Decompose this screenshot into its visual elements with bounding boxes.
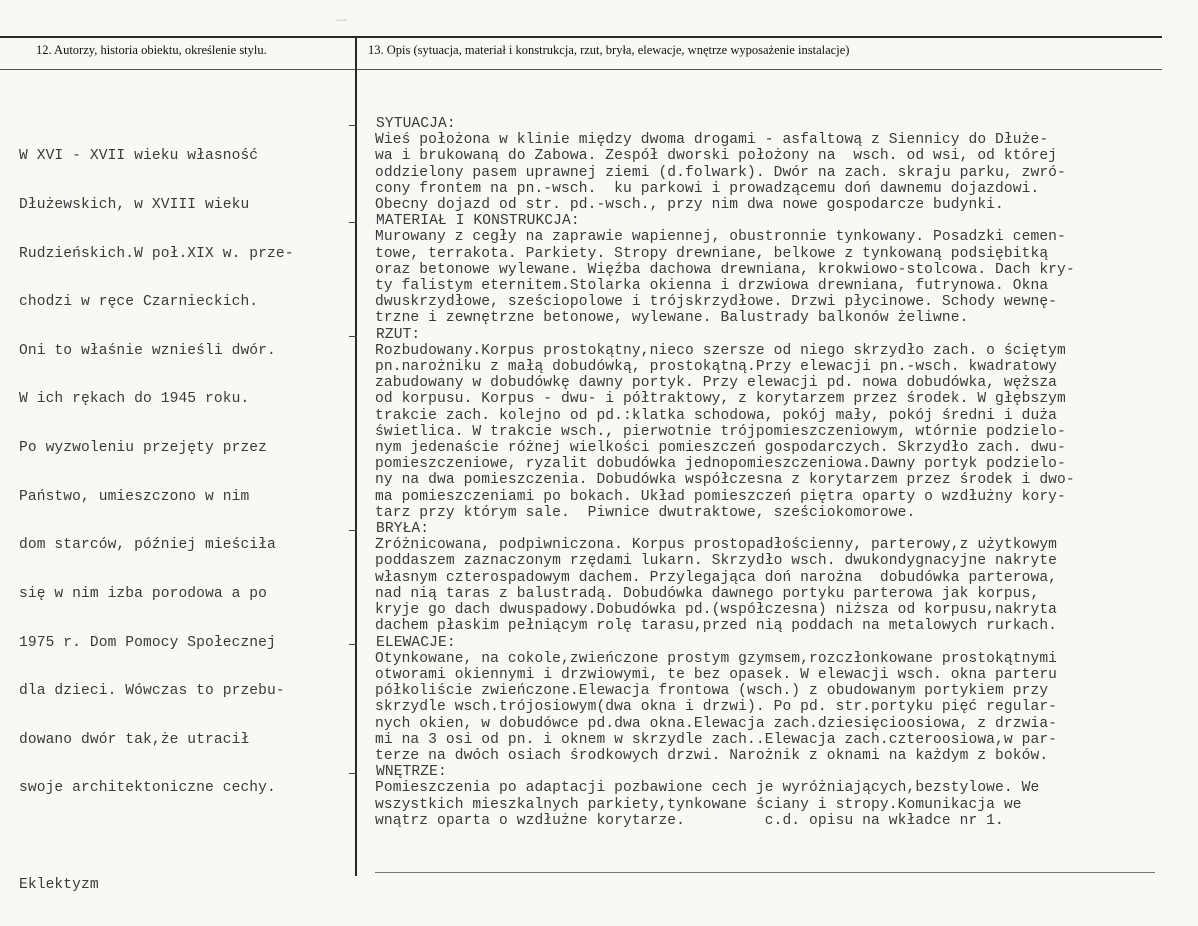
- history-line: swoje architektoniczne cechy.: [19, 780, 276, 797]
- section-line: pomieszczeniowe, ryzalit dobudówka jednopomieszczeniowa.Dawny portyk podzielo-: [375, 456, 1066, 473]
- history-line: Po wyzwoleniu przejęty przez: [19, 440, 268, 457]
- section-line: oraz betonowe wylewane. Więźba dachowa drewniana, krokwiowo-stolcowa. Dach kry-: [375, 261, 1075, 278]
- section-heading: MATERIAŁ I KONSTRUKCJA:: [376, 213, 580, 230]
- history-line: Oni to właśnie wznieśli dwór.: [19, 342, 276, 359]
- section-line: Murowany z cegły na zaprawie wapiennej, obustronnie tynkowany. Posadzki cemen-: [375, 229, 1066, 246]
- style-label: Eklektyzm: [19, 877, 99, 894]
- section-block: [375, 635, 1075, 765]
- section-line: ty falistym eternitem.Stolarka okienna i drzwiowa drewniana, futrynowa. Okna: [375, 278, 1049, 295]
- history-line: chodzi w ręce Czarnieckich.: [19, 294, 259, 311]
- section-dash-mark: [349, 222, 357, 223]
- section-line: trakcie zach. kolejno od pd.:klatka schodowa, pokój mały, pokój średni i duża: [375, 407, 1058, 424]
- history-line: Dłużewskich, w XVIII wieku: [19, 197, 250, 214]
- section-block: [375, 116, 1075, 213]
- scan-mark: —: [336, 14, 347, 26]
- history-column: [19, 116, 294, 926]
- section-line: od korpusu. Korpus - dwu- i półtraktowy, z korytarzem przez środek. W głębszym: [375, 391, 1066, 408]
- section-block: [375, 327, 1075, 521]
- section-line: zabudowany w dobudówkę dawny portyk. Przy elewacji pd. nowa dobudówka, węższa: [375, 375, 1058, 392]
- description-sections: [375, 116, 1075, 829]
- column-12-title: 12. Autorzy, historia obiektu, określenie stylu.: [36, 43, 267, 57]
- header-divider: [0, 69, 1162, 70]
- section-line: własnym czterospadowym dachem. Przylegająca doń narożna dobudówka parterowa,: [375, 569, 1058, 586]
- section-line: pn.narożniku z małą dobudówką, prostokątną.Przy elewacji pn.-wsch. kwadratowy: [375, 359, 1058, 376]
- bottom-rule: [375, 872, 1155, 873]
- section-block: [375, 764, 1075, 829]
- section-line: tarz przy którym sale. Piwnice dwutraktowe, sześciokomorowe.: [375, 504, 916, 521]
- section-line: Rozbudowany.Korpus prostokątny,nieco szersze od niego skrzydło zach. o ściętym: [375, 342, 1066, 359]
- section-line: nych okien, w dobudówce pd.dwa okna.Elewacja zach.dziesięcioosiowa, z drzwia-: [375, 715, 1058, 732]
- section-line: Wieś położona w klinie między dwoma drogami - asfaltową z Siennicy do Dłuże-: [375, 132, 1049, 149]
- section-line: skrzydle wsch.trójosiowym(dwa okna i drzwi). Po pd. str.portyku pięć regular-: [375, 699, 1058, 716]
- section-dash-mark: [349, 773, 357, 774]
- section-line: ny na dwa pomieszczenia. Dobudówka współczesna z korytarzem przez środek i dwo-: [375, 472, 1075, 489]
- history-text: [19, 116, 294, 926]
- section-line: dwuskrzydłowe, sześciopolowe i trójskrzydłowe. Drzwi płycinowe. Schody wewnę-: [375, 294, 1058, 311]
- history-line: W XVI - XVII wieku własność: [19, 148, 259, 165]
- section-dash-mark: [349, 125, 357, 126]
- history-line: 1975 r. Dom Pomocy Społecznej: [19, 634, 276, 651]
- section-line: kryje go dach dwuspadowy.Dobudówka pd.(współczesna) niższa od korpusu,nakryta: [375, 602, 1058, 619]
- section-line: wszystkich mieszkalnych parkiety,tynkowane ściany i stropy.Komunikacja we: [375, 796, 1022, 813]
- history-line: dom starców, później mieściła: [19, 537, 276, 554]
- history-line: Państwo, umieszczono w nim: [19, 488, 250, 505]
- section-dash-mark: [349, 644, 357, 645]
- section-line: wnątrz oparta o wzdłużne korytarze. c.d. opisu na wkładce nr 1.: [375, 812, 1004, 829]
- section-line: dachem płaskim pełniącym rolę tarasu,przed nią poddach na metalowych rurkach.: [375, 618, 1058, 635]
- section-line: półkoliście zwieńczone.Elewacja frontowa (wsch.) z obudowanym portykiem przy: [375, 683, 1049, 700]
- history-line: Rudzieńskich.W poł.XIX w. prze-: [19, 245, 294, 262]
- column-13-title: 13. Opis (sytuacja, materiał i konstrukcja, rzut, bryła, elewacje, wnętrze wyposażenie instalacje): [368, 43, 850, 57]
- section-line: poddaszem zaznaczonym rzędami lukarn. Skrzydło wsch. dwukondygnacyjne nakryte: [375, 553, 1058, 570]
- history-line: się w nim izba porodowa a po: [19, 585, 268, 602]
- section-line: terze na dwóch osiach środkowych drzwi. Narożnik z oknami na każdym z boków.: [375, 747, 1049, 764]
- description-column: [375, 116, 1075, 829]
- section-heading: RZUT:: [376, 326, 421, 343]
- section-line: Pomieszczenia po adaptacji pozbawione cech je wyróżniających,bezstylowe. We: [375, 780, 1040, 797]
- section-block: [375, 521, 1075, 634]
- section-line: Obecny dojazd od str. pd.-wsch., przy nim dwa nowe gospodarcze budynki.: [375, 197, 1004, 214]
- section-line: Otynkowane, na cokole,zwieńczone prostym gzymsem,rozczłonkowane prostokątnymi: [375, 650, 1058, 667]
- section-dash-mark: [349, 530, 357, 531]
- section-heading: BRYŁA:: [376, 521, 430, 538]
- section-line: cony frontem na pn.-wsch. ku parkowi i prowadzącemu doń dawnemu dojazdowi.: [375, 180, 1040, 197]
- history-line: dla dzieci. Wówczas to przebu-: [19, 683, 285, 700]
- column-divider: [355, 36, 357, 876]
- section-line: ma pomieszczeniami po bokach. Układ pomieszczeń piętra oparty o wzdłużny kory-: [375, 488, 1066, 505]
- section-heading: ELEWACJE:: [376, 634, 456, 651]
- section-line: oddzielony pasem uprawnej ziemi (d.folwark). Dwór na zach. skraju parku, zwró-: [375, 164, 1066, 181]
- section-line: trzne i zewnętrzne betonowe, wylewane. Balustrady balkonów żeliwne.: [375, 310, 969, 327]
- section-line: nad nią taras z balustradą. Dobudówka dawnego portyku parterowa jak korpus,: [375, 585, 1040, 602]
- section-line: mi na 3 osi od pn. i oknem w skrzydle zach..Elewacja zach.czteroosiowa,w par-: [375, 731, 1058, 748]
- section-line: otworami okiennymi i drzwiowymi, te bez opasek. W elewacji wsch. okna parteru: [375, 666, 1058, 683]
- section-line: nym jedenaście różnej wielkości pomieszczeń gospodarczych. Skrzydło zach. dwu-: [375, 440, 1066, 457]
- section-line: wa i brukowaną do Zabowa. Zespół dworski położony na wsch. od wsi, od której: [375, 148, 1058, 165]
- section-heading: WNĘTRZE:: [376, 764, 447, 781]
- section-dash-mark: [349, 336, 357, 337]
- section-block: [375, 213, 1075, 326]
- section-heading: SYTUACJA:: [376, 116, 456, 132]
- section-line: towe, terrakota. Parkiety. Stropy drewniane, belkowe z tynkowaną podsiębitką: [375, 245, 1049, 262]
- section-line: Zróżnicowana, podpiwniczona. Korpus prostopadłościenny, parterowy,z użytkowym: [375, 537, 1058, 554]
- history-line: W ich rękach do 1945 roku.: [19, 391, 250, 408]
- section-line: świetlica. W trakcie wsch., pierwotnie trójpomieszczeniowym, wtórnie podzielo-: [375, 423, 1066, 440]
- top-rule: [0, 36, 1162, 38]
- history-line: dowano dwór tak,że utracił: [19, 731, 250, 748]
